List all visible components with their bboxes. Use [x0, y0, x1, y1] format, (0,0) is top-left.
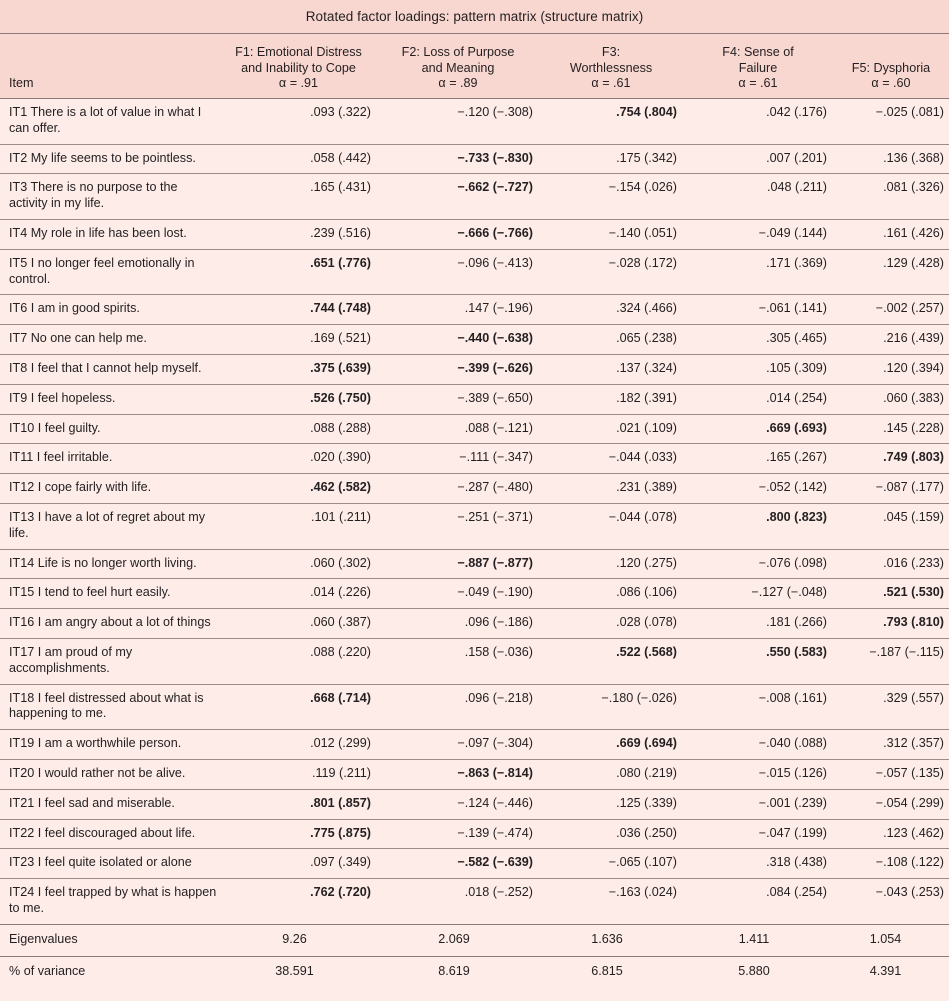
loading-value-f5: .120 (.394)	[838, 354, 949, 384]
table-row	[0, 684, 949, 730]
item-label: IT3 There is no purpose to the activity in my life.	[0, 174, 225, 220]
loading-value-f4: .007 (.201)	[688, 144, 838, 174]
loading-value-f1: .088 (.220)	[225, 638, 382, 684]
item-label: IT18 I feel distressed about what is happening to me.	[0, 684, 225, 730]
loading-value-f2: .096 (−.218)	[382, 684, 544, 730]
loading-value-f5: .329 (.557)	[838, 684, 949, 730]
item-label: IT8 I feel that I cannot help myself.	[0, 354, 225, 384]
column-header-f2-alpha: α = .89	[438, 76, 478, 91]
table-row	[0, 99, 949, 145]
table-row	[0, 474, 949, 504]
loading-value-f4: −.076 (.098)	[688, 549, 838, 579]
loading-value-f4: −.008 (.161)	[688, 684, 838, 730]
column-header-f4	[688, 34, 838, 99]
column-header-f5-alpha: α = .60	[871, 76, 911, 91]
loading-value-f4: .171 (.369)	[688, 249, 838, 295]
table-row	[0, 549, 949, 579]
loading-value-f5: −.043 (.253)	[838, 879, 949, 925]
loading-value-f3: −.180 (−.026)	[544, 684, 688, 730]
loading-value-f5: −.025 (.081)	[838, 99, 949, 145]
table-title: Rotated factor loadings: pattern matrix (structure matrix)	[305, 9, 644, 24]
loading-value-f5: .016 (.233)	[838, 549, 949, 579]
loading-value-f2: −.662 (−.727)	[382, 174, 544, 220]
column-header-f5-line1: F5: Dysphoria	[851, 60, 931, 75]
loading-value-f3: .137 (.324)	[544, 354, 688, 384]
item-label: IT2 My life seems to be pointless.	[0, 144, 225, 174]
table-row	[0, 759, 949, 789]
loading-value-f3: .086 (.106)	[544, 579, 688, 609]
loading-value-f2: −.399 (−.626)	[382, 354, 544, 384]
footer-value-f1: 38.591	[225, 956, 382, 987]
loading-value-f3: .065 (.238)	[544, 325, 688, 355]
loading-value-f5: .129 (.428)	[838, 249, 949, 295]
column-header-f4-alpha: α = .61	[738, 76, 778, 91]
loading-value-f2: −.120 (−.308)	[382, 99, 544, 145]
loading-value-f5: .136 (.368)	[838, 144, 949, 174]
table-row	[0, 249, 949, 295]
column-header-f1	[225, 34, 382, 99]
loading-value-f1: .088 (.288)	[225, 414, 382, 444]
loading-value-f1: .060 (.302)	[225, 549, 382, 579]
loading-value-f5: .216 (.439)	[838, 325, 949, 355]
table-row	[0, 819, 949, 849]
loading-value-f3: −.044 (.033)	[544, 444, 688, 474]
item-label: IT4 My role in life has been lost.	[0, 219, 225, 249]
loading-value-f2: −.139 (−.474)	[382, 819, 544, 849]
loading-value-f3: −.154 (.026)	[544, 174, 688, 220]
loading-value-f1: .462 (.582)	[225, 474, 382, 504]
table-row	[0, 730, 949, 760]
loading-value-f1: .093 (.322)	[225, 99, 382, 145]
loading-value-f5: .749 (.803)	[838, 444, 949, 474]
loading-value-f2: .158 (−.036)	[382, 638, 544, 684]
item-label: IT12 I cope fairly with life.	[0, 474, 225, 504]
loading-value-f4: .550 (.583)	[688, 638, 838, 684]
table-row	[0, 414, 949, 444]
factor-loadings-table	[0, 34, 949, 987]
item-label: IT16 I am angry about a lot of things	[0, 609, 225, 639]
column-header-f5	[838, 34, 949, 99]
loading-value-f1: .060 (.387)	[225, 609, 382, 639]
loading-value-f2: −.887 (−.877)	[382, 549, 544, 579]
loading-value-f5: .312 (.357)	[838, 730, 949, 760]
item-label: IT22 I feel discouraged about life.	[0, 819, 225, 849]
loading-value-f1: .012 (.299)	[225, 730, 382, 760]
column-header-f4-line2: Failure	[738, 60, 778, 75]
loading-value-f5: −.054 (.299)	[838, 789, 949, 819]
table-row	[0, 579, 949, 609]
loading-value-f1: .119 (.211)	[225, 759, 382, 789]
column-header-item-label: Item	[9, 76, 34, 91]
table-row	[0, 638, 949, 684]
item-label: IT5 I no longer feel emotionally in control.	[0, 249, 225, 295]
loading-value-f5: .081 (.326)	[838, 174, 949, 220]
loading-value-f1: .097 (.349)	[225, 849, 382, 879]
loading-value-f5: .145 (.228)	[838, 414, 949, 444]
header-row	[0, 34, 949, 99]
table-header	[0, 34, 949, 99]
loading-value-f4: .042 (.176)	[688, 99, 838, 145]
column-header-f2-line1: F2: Loss of Purpose	[401, 45, 515, 60]
item-label: IT9 I feel hopeless.	[0, 384, 225, 414]
loading-value-f4: −.015 (.126)	[688, 759, 838, 789]
item-label: IT23 I feel quite isolated or alone	[0, 849, 225, 879]
item-label: IT1 There is a lot of value in what I can offer.	[0, 99, 225, 145]
loading-value-f3: .021 (.109)	[544, 414, 688, 444]
loading-value-f3: .120 (.275)	[544, 549, 688, 579]
loading-value-f4: −.049 (.144)	[688, 219, 838, 249]
loading-value-f4: .048 (.211)	[688, 174, 838, 220]
loading-value-f2: −.096 (−.413)	[382, 249, 544, 295]
loading-value-f4: −.052 (.142)	[688, 474, 838, 504]
loading-value-f3: −.140 (.051)	[544, 219, 688, 249]
loading-value-f3: −.163 (.024)	[544, 879, 688, 925]
loading-value-f5: .123 (.462)	[838, 819, 949, 849]
loading-value-f2: −.863 (−.814)	[382, 759, 544, 789]
loading-value-f3: .125 (.339)	[544, 789, 688, 819]
loading-value-f5: −.002 (.257)	[838, 295, 949, 325]
table-row	[0, 295, 949, 325]
loading-value-f2: −.124 (−.446)	[382, 789, 544, 819]
footer-value-f4: 1.411	[688, 924, 838, 956]
loading-value-f1: .762 (.720)	[225, 879, 382, 925]
footer-value-f2: 8.619	[382, 956, 544, 987]
item-label: IT20 I would rather not be alive.	[0, 759, 225, 789]
loading-value-f1: .058 (.442)	[225, 144, 382, 174]
footer-label: Eigenvalues	[0, 924, 225, 956]
column-header-item	[0, 34, 225, 99]
loading-value-f2: −.049 (−.190)	[382, 579, 544, 609]
loading-value-f4: .318 (.438)	[688, 849, 838, 879]
loading-value-f4: .165 (.267)	[688, 444, 838, 474]
column-header-f2-line2: and Meaning	[421, 60, 495, 75]
table-row	[0, 789, 949, 819]
item-label: IT15 I tend to feel hurt easily.	[0, 579, 225, 609]
table-row	[0, 444, 949, 474]
column-header-f3	[544, 34, 688, 99]
loading-value-f1: .014 (.226)	[225, 579, 382, 609]
loading-value-f4: .305 (.465)	[688, 325, 838, 355]
loading-value-f5: −.187 (−.115)	[838, 638, 949, 684]
loading-value-f2: −.582 (−.639)	[382, 849, 544, 879]
loading-value-f5: .045 (.159)	[838, 503, 949, 549]
item-label: IT7 No one can help me.	[0, 325, 225, 355]
footer-value-f5: 4.391	[838, 956, 949, 987]
column-header-f4-line1: F4: Sense of	[722, 45, 794, 60]
footer-label: % of variance	[0, 956, 225, 987]
loading-value-f1: .775 (.875)	[225, 819, 382, 849]
table-row	[0, 609, 949, 639]
loading-value-f2: −.251 (−.371)	[382, 503, 544, 549]
loading-value-f3: −.065 (.107)	[544, 849, 688, 879]
column-header-f1-line1: F1: Emotional Distress	[235, 45, 362, 60]
loading-value-f4: −.061 (.141)	[688, 295, 838, 325]
loading-value-f1: .375 (.639)	[225, 354, 382, 384]
loading-value-f5: .161 (.426)	[838, 219, 949, 249]
column-header-f3-line1: F3:	[601, 45, 621, 60]
item-label: IT19 I am a worthwhile person.	[0, 730, 225, 760]
loading-value-f2: −.097 (−.304)	[382, 730, 544, 760]
table-row	[0, 325, 949, 355]
table-caption-band	[0, 0, 949, 34]
loading-value-f4: .669 (.693)	[688, 414, 838, 444]
loading-value-f3: .028 (.078)	[544, 609, 688, 639]
loading-value-f3: .669 (.694)	[544, 730, 688, 760]
table-row	[0, 503, 949, 549]
loading-value-f3: −.028 (.172)	[544, 249, 688, 295]
loading-value-f2: −.733 (−.830)	[382, 144, 544, 174]
footer-value-f2: 2.069	[382, 924, 544, 956]
loading-value-f3: −.044 (.078)	[544, 503, 688, 549]
table-footer	[0, 924, 949, 987]
footer-value-f3: 1.636	[544, 924, 688, 956]
footer-row	[0, 924, 949, 956]
loading-value-f2: .088 (−.121)	[382, 414, 544, 444]
table-row	[0, 174, 949, 220]
loading-value-f1: .020 (.390)	[225, 444, 382, 474]
loading-value-f1: .668 (.714)	[225, 684, 382, 730]
loading-value-f2: −.440 (−.638)	[382, 325, 544, 355]
loading-value-f5: −.108 (.122)	[838, 849, 949, 879]
column-header-f1-line2: and Inability to Cope	[241, 60, 356, 75]
item-label: IT6 I am in good spirits.	[0, 295, 225, 325]
loading-value-f3: .522 (.568)	[544, 638, 688, 684]
loading-value-f3: .175 (.342)	[544, 144, 688, 174]
item-label: IT17 I am proud of my accomplishments.	[0, 638, 225, 684]
loading-value-f4: .084 (.254)	[688, 879, 838, 925]
table-body	[0, 99, 949, 925]
item-label: IT13 I have a lot of regret about my life.	[0, 503, 225, 549]
loading-value-f5: .060 (.383)	[838, 384, 949, 414]
item-label: IT14 Life is no longer worth living.	[0, 549, 225, 579]
footer-value-f5: 1.054	[838, 924, 949, 956]
loading-value-f4: .800 (.823)	[688, 503, 838, 549]
loading-value-f1: .239 (.516)	[225, 219, 382, 249]
table-row	[0, 144, 949, 174]
loading-value-f2: .018 (−.252)	[382, 879, 544, 925]
loading-value-f1: .526 (.750)	[225, 384, 382, 414]
table-row	[0, 384, 949, 414]
column-header-f1-alpha: α = .91	[278, 76, 319, 91]
footer-value-f1: 9.26	[225, 924, 382, 956]
loading-value-f2: −.389 (−.650)	[382, 384, 544, 414]
loading-value-f4: .014 (.254)	[688, 384, 838, 414]
loading-value-f4: −.001 (.239)	[688, 789, 838, 819]
item-label: IT11 I feel irritable.	[0, 444, 225, 474]
table-row	[0, 879, 949, 925]
loading-value-f2: .096 (−.186)	[382, 609, 544, 639]
loading-value-f4: −.047 (.199)	[688, 819, 838, 849]
footer-value-f3: 6.815	[544, 956, 688, 987]
footer-value-f4: 5.880	[688, 956, 838, 987]
table-row	[0, 849, 949, 879]
loading-value-f1: .651 (.776)	[225, 249, 382, 295]
item-label: IT24 I feel trapped by what is happen to me.	[0, 879, 225, 925]
table-row	[0, 354, 949, 384]
item-label: IT10 I feel guilty.	[0, 414, 225, 444]
loading-value-f3: .182 (.391)	[544, 384, 688, 414]
loading-value-f2: .147 (−.196)	[382, 295, 544, 325]
loading-value-f2: −.666 (−.766)	[382, 219, 544, 249]
column-header-f2	[382, 34, 544, 99]
loading-value-f1: .744 (.748)	[225, 295, 382, 325]
column-header-f3-line2: Worthlessness	[569, 60, 653, 75]
column-header-f3-alpha: α = .61	[591, 76, 631, 91]
loading-value-f4: −.127 (−.048)	[688, 579, 838, 609]
loading-value-f1: .801 (.857)	[225, 789, 382, 819]
loading-value-f4: .105 (.309)	[688, 354, 838, 384]
loading-value-f5: −.087 (.177)	[838, 474, 949, 504]
loading-value-f1: .165 (.431)	[225, 174, 382, 220]
loading-value-f1: .101 (.211)	[225, 503, 382, 549]
loading-value-f5: .793 (.810)	[838, 609, 949, 639]
footer-row	[0, 956, 949, 987]
loading-value-f3: .080 (.219)	[544, 759, 688, 789]
loading-value-f2: −.287 (−.480)	[382, 474, 544, 504]
table-row	[0, 219, 949, 249]
loading-value-f5: −.057 (.135)	[838, 759, 949, 789]
item-label: IT21 I feel sad and miserable.	[0, 789, 225, 819]
loading-value-f4: −.040 (.088)	[688, 730, 838, 760]
loading-value-f4: .181 (.266)	[688, 609, 838, 639]
loading-value-f3: .036 (.250)	[544, 819, 688, 849]
loading-value-f3: .231 (.389)	[544, 474, 688, 504]
loading-value-f5: .521 (.530)	[838, 579, 949, 609]
loading-value-f3: .754 (.804)	[544, 99, 688, 145]
loading-value-f3: .324 (.466)	[544, 295, 688, 325]
loading-value-f1: .169 (.521)	[225, 325, 382, 355]
loading-value-f2: −.111 (−.347)	[382, 444, 544, 474]
